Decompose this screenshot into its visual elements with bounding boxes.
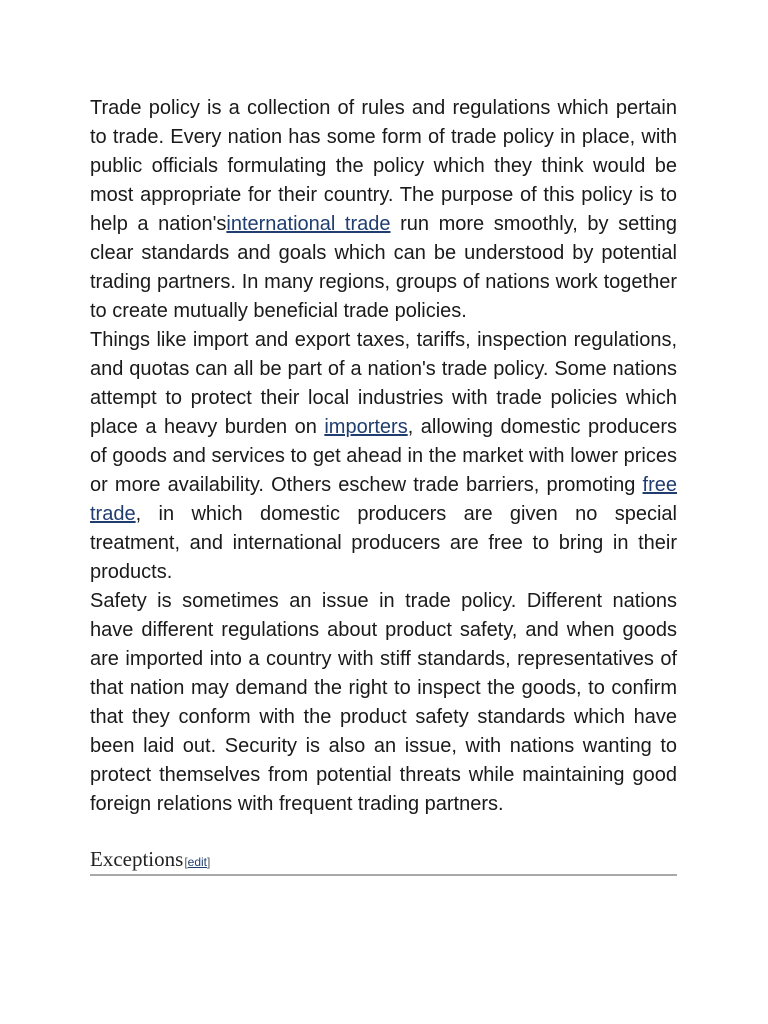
edit-section-link[interactable]: edit: [187, 855, 208, 869]
article-body: [90, 94, 677, 876]
body-paragraph: [90, 326, 677, 587]
body-paragraph: [90, 94, 677, 326]
paragraph-text: Safety is sometimes an issue in trade policy. Different nations have different regulations about product safety, and when goods are imported into a country with stiff standards, representatives of that nation may demand the right to inspect the goods, to confirm that they conform with the product safety standards which have been laid out. Security is also an issue, with nations wanting to protect themselves from potential threats while maintaining good foreign relations with frequent trading partners.: [90, 590, 677, 815]
edit-bracket-open: [: [184, 855, 188, 869]
paragraph-text: run more smoothly, by setting clear standards and goals which can be understood by potential trading partners. In many regions, groups of nations work together to create mutually beneficial trade policies.: [90, 213, 677, 322]
edit-section-link-wrapper: [184, 855, 210, 869]
paragraph-text: , allowing domestic producers of goods and services to get ahead in the market with lower prices or more availability. Others eschew trade barriers, promoting: [90, 416, 677, 496]
section-heading: Exceptions: [90, 847, 184, 871]
paragraph-text: Things like import and export taxes, tariffs, inspection regulations, and quotas can all be part of a nation's trade policy. Some nations attempt to protect their local industries with trade policies which place a heavy burden on: [90, 329, 677, 438]
paragraph-text: , in which domestic producers are given no special treatment, and international producers are free to bring in their products.: [90, 503, 677, 583]
body-paragraph: [90, 587, 677, 819]
paragraph-list: [90, 94, 677, 819]
inline-link[interactable]: international trade: [226, 213, 391, 235]
inline-link[interactable]: free trade: [90, 474, 677, 525]
paragraph-text: Trade policy is a collection of rules and regulations which pertain to trade. Every nation has some form of trade policy in place, with public officials formulating the policy which they think would be most appropriate for their country. The purpose of this policy is to help a nation's: [90, 97, 677, 235]
inline-link[interactable]: importers: [324, 416, 408, 438]
edit-bracket-close: ]: [207, 855, 211, 869]
section-header: [90, 847, 677, 876]
